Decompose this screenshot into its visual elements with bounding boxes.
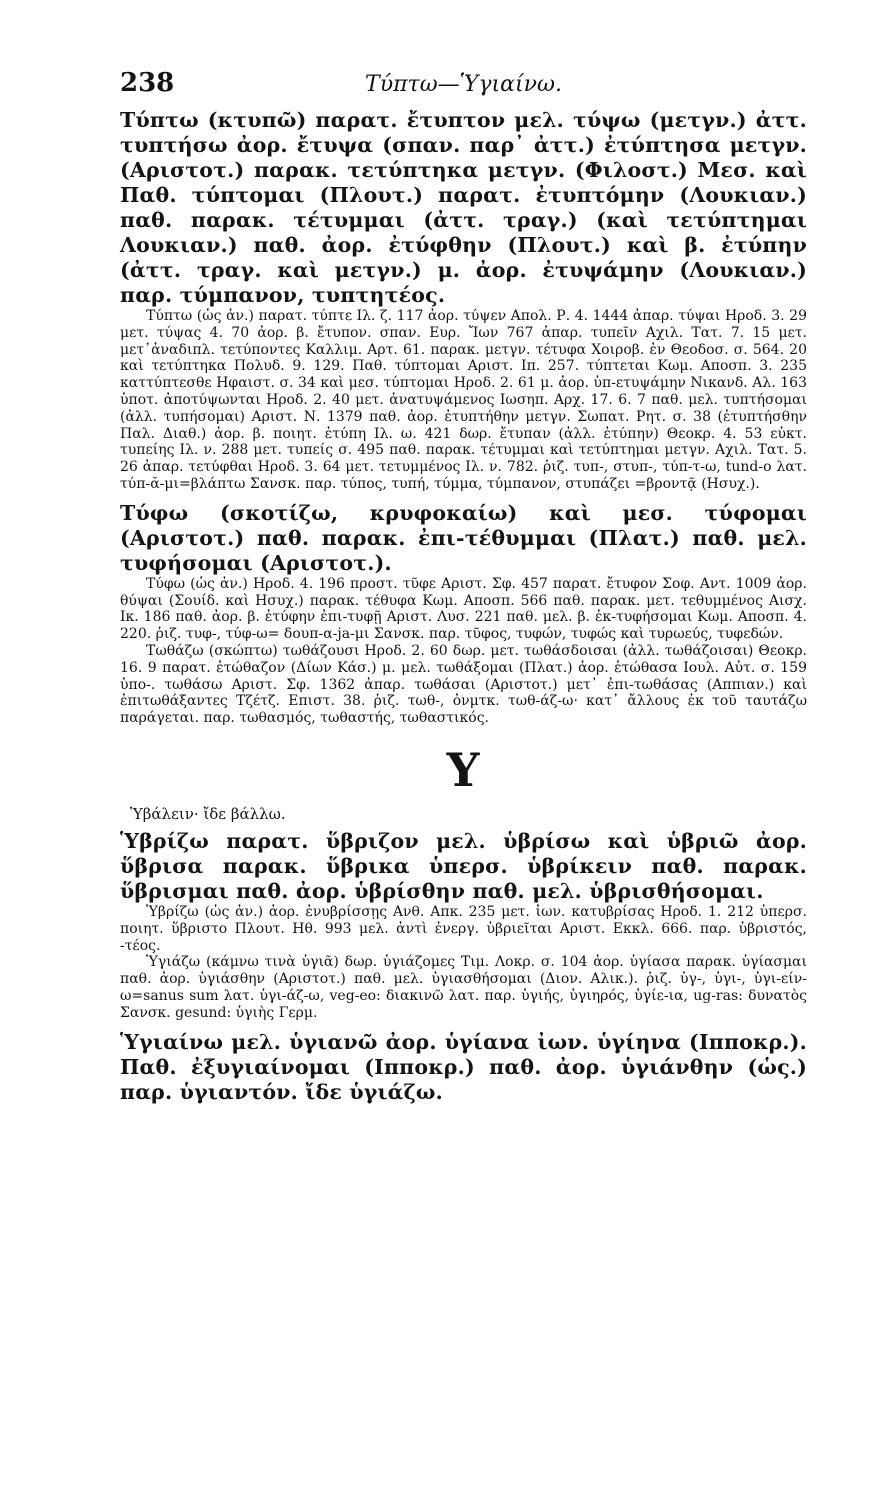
page-number: 238 [120, 68, 175, 98]
entry-note: Τύφω (ὡς ἀν.) Ηροδ. 4. 196 προστ. τῦφε Αριστ. Σφ. 457 παρατ. ἔτυφον Σοφ. Αντ. 1009 ἀορ. θύψαι (Σουίδ. καὶ Ησυχ.) παρακ. τέθυφα Κωμ. Αποσπ. 566 παθ. παρακ. μετ. τεθυμμένος Αισχ. Ικ. 186 παθ. ἀορ. β. ἐτύφην ἐπι-τυφῇ Αριστ. Λυσ. 221 παθ. μελ. β. ἐκ-τυφήσομαι Κωμ. Αποσπ. 4. 220. ῥιζ. τυφ-, τύφ-ω= δουπ-α-ja-μι Σανσκ. παρ. τῦφος, τυφών, τυφώς καὶ τυρωεύς, τυφεδών. [120, 575, 807, 643]
entry-note: Τύπτω (ὡς ἀν.) παρατ. τύπτε Ιλ. ζ. 117 ἀορ. τύψεν Απολ. Ρ. 4. 1444 ἀπαρ. τύψαι Ηροδ. 3. 29 μετ. τύψας 4. 70 ἀορ. β. ἔτυπον. σπαν. Ευρ. Ἴων 767 ἀπαρ. τυπεῖν Αχιλ. Τατ. 7. 15 μετ. μετ᾽ἀναδιπλ. τετύποντες Καλλιμ. Αρτ. 61. παρακ. μετγν. τέτυφα Χοιροβ. ἐν Θεοδοσ. σ. 564. 20 καὶ τετύπτηκα Πολυδ. 9. 129. Παθ. τύπτομαι Αριστ. Ιπ. 257. τύπτεται Κωμ. Αποσπ. 3. 235 καττύπτεσθε Ηφαιστ. σ. 34 καὶ μεσ. τύπτομαι Ηροδ. 2. 61 μ. ἀορ. ὑπ-ετυψάμην Νικανδ. Αλ. 163 ὑποτ. ἀποτύψωνται Ηροδ. 2. 40 μετ. ἀνατυψάμενος Ιωσηπ. Αρχ. 17. 6. 7 παθ. μελ. τυπτήσομαι (ἀλλ. τυπήσομαι) Αριστ. Ν. 1379 παθ. ἀορ. ἐτυπτήθην μετγν. Σωπατ. Ρητ. σ. 38 (ἐτυπτήσθην Παλ. Διαθ.) ἀορ. β. ποιητ. ἐτύπη Ιλ. ω. 421 δωρ. ἔτυπαν (ἀλλ. ἐτύπην) Θεοκρ. 4. 53 εὐκτ. τυπείης Ιλ. ν. 288 μετ. τυπείς σ. 495 παθ. παρακ. τέτυμμαι καὶ τετύπτημαι μετγν. Αχιλ. Τατ. 5. 26 ἀπαρ. τετύφθαι Ηροδ. 3. 64 μετ. τετυμμένος Ιλ. ν. 782. ῥιζ. τυπ-, στυπ-, τύπ-τ-ω, tund-o λατ. τύπ-ᾰ-μι=βλάπτω Σανσκ. παρ. τύπος, τυπή, τύμμα, τύμπανον, στυπάζει =βροντᾷ (Ησυχ.). [120, 308, 807, 492]
entry-lemma: Τύπτω (κτυπῶ) παρατ. ἔτυπτον μελ. τύψω (μετγν.) ἀττ. τυπτήσω ἀορ. ἔτυψα (σπαν. παρ᾽ ἀττ.) ἐτύπτησα μετγν. (Αριστοτ.) παρακ. τετύπτηκα μετγν. (Φιλοστ.) Μεσ. καὶ Παθ. τύπτομαι (Πλουτ.) παρατ. ἐτυπτόμην (Λουκιαν.) παθ. παρακ. τέτυμμαι (ἀττ. τραγ.) (καὶ τετύπτημαι Λουκιαν.) παθ. ἀορ. ἐτύφθην (Πλουτ.) καὶ β. ἐτύπην (ἀττ. τραγ. καὶ μετγν.) μ. ἀορ. ἐτυψάμην (Λουκιαν.) παρ. τύμπανον, τυπτητέος. [120, 108, 807, 307]
cross-reference: Ὑβάλειν· ἴδε βάλλω. [130, 804, 286, 823]
running-head: Τύπτω—Ὑγιαίνω. [365, 72, 562, 97]
entry-hybrizo [120, 829, 807, 954]
entry-note: Ὑβρίζω (ὡς ἀν.) ἀορ. ἐνυβρίσσῃς Ανθ. Απκ. 235 μετ. ἰων. κατυβρίσας Ηροδ. 1. 212 ὑπερσ. ποιητ. ὕβριστο Πλουτ. Ηθ. 993 μελ. ἀντὶ ἐνεργ. ὑβριεῖται Αριστ. Εκκλ. 666. παρ. ὑβριστός, -τέος. [120, 903, 807, 954]
entry-hygiaino [120, 1030, 807, 1105]
entry-lemma: Ὑβρίζω παρατ. ὕβριζον μελ. ὑβρίσω καὶ ὑβριῶ ἀορ. ὕβρισα παρακ. ὕβρικα ὑπερσ. ὑβρίκειν παθ. παρακ. ὕβρισμαι παθ. ἀορ. ὑβρίσθην παθ. μελ. ὑβρισθήσομαι. [120, 828, 807, 903]
entry-lemma: Ὑγιαίνω μελ. ὑγιανῶ ἀορ. ὑγίανα ἰων. ὑγίηνα (Ιπποκρ.). Παθ. ἐξυγιαίνομαι (Ιπποκρ.) παθ. ἀορ. ὑγιάνθην (ὡς.) παρ. ὑγιαντόν. ἴδε ὑγιάζω. [120, 1029, 807, 1104]
entry-typto [120, 108, 807, 493]
entry-lemma: Τύφω (σκοτίζω, κρυφοκαίω) καὶ μεσ. τύφομαι (Αριστοτ.) παθ. παρακ. ἐπι-τέθυμμαι (Πλατ.) παθ. μελ. τυφήσομαι (Αριστοτ.). [120, 500, 807, 575]
entry-note: Τωθάζω (σκώπτω) τωθάζουσι Ηροδ. 2. 60 δωρ. μετ. τωθάσδοισαι (ἀλλ. τωθάζοισαι) Θεοκρ. 16. 9 παρατ. ἐτώθαζον (Δίων Κάσ.) μ. μελ. τωθάξομαι (Πλατ.) ἀορ. ἐτώθασα Ιουλ. Αὐτ. σ. 159 ὑπο-. τωθάσω Αριστ. Σφ. 1362 ἀπαρ. τωθάσαι (Αριστοτ.) μετ᾽ ἐπι-τωθάσας (Αππιαν.) καὶ ἐπιτωθάξαντες Τζέτζ. Επιστ. 38. ῥιζ. τωθ-, ὀνμτκ. τωθ-άζ-ω· κατ᾽ ἄλλους ἐκ τοῦ ταυτάζω παράγεται. παρ. τωθασμός, τωθαστής, τωθαστικός. [120, 642, 807, 727]
entry-typho [120, 501, 807, 643]
entry-tothazo [120, 643, 807, 727]
entry-hygiazo [120, 954, 807, 1021]
page-header [120, 68, 807, 108]
section-letter: Υ [446, 742, 481, 797]
entry-note: Ὑγιάζω (κάμνω τινὰ ὑγιᾶ) δωρ. ὑγιάζομες Τιμ. Λοκρ. σ. 104 ἀορ. ὑγίασα παρακ. ὑγίασμαι παθ. ἀορ. ὑγιάσθην (Αριστοτ.) παθ. μελ. ὑγιασθήσομαι (Διον. Αλικ.). ῥιζ. ὑγ-, ὑγι-, ὑγι-είν-ω=sanus sum λατ. ὑγι-άζ-ω, veg-eo: διακινῶ λατ. παρ. ὑγιής, ὑγιηρός, ὑγίε-ια, ug-ras: δυνατὸς Σανσκ. gesund: ὑγιὴς Γερμ. [120, 954, 807, 1021]
